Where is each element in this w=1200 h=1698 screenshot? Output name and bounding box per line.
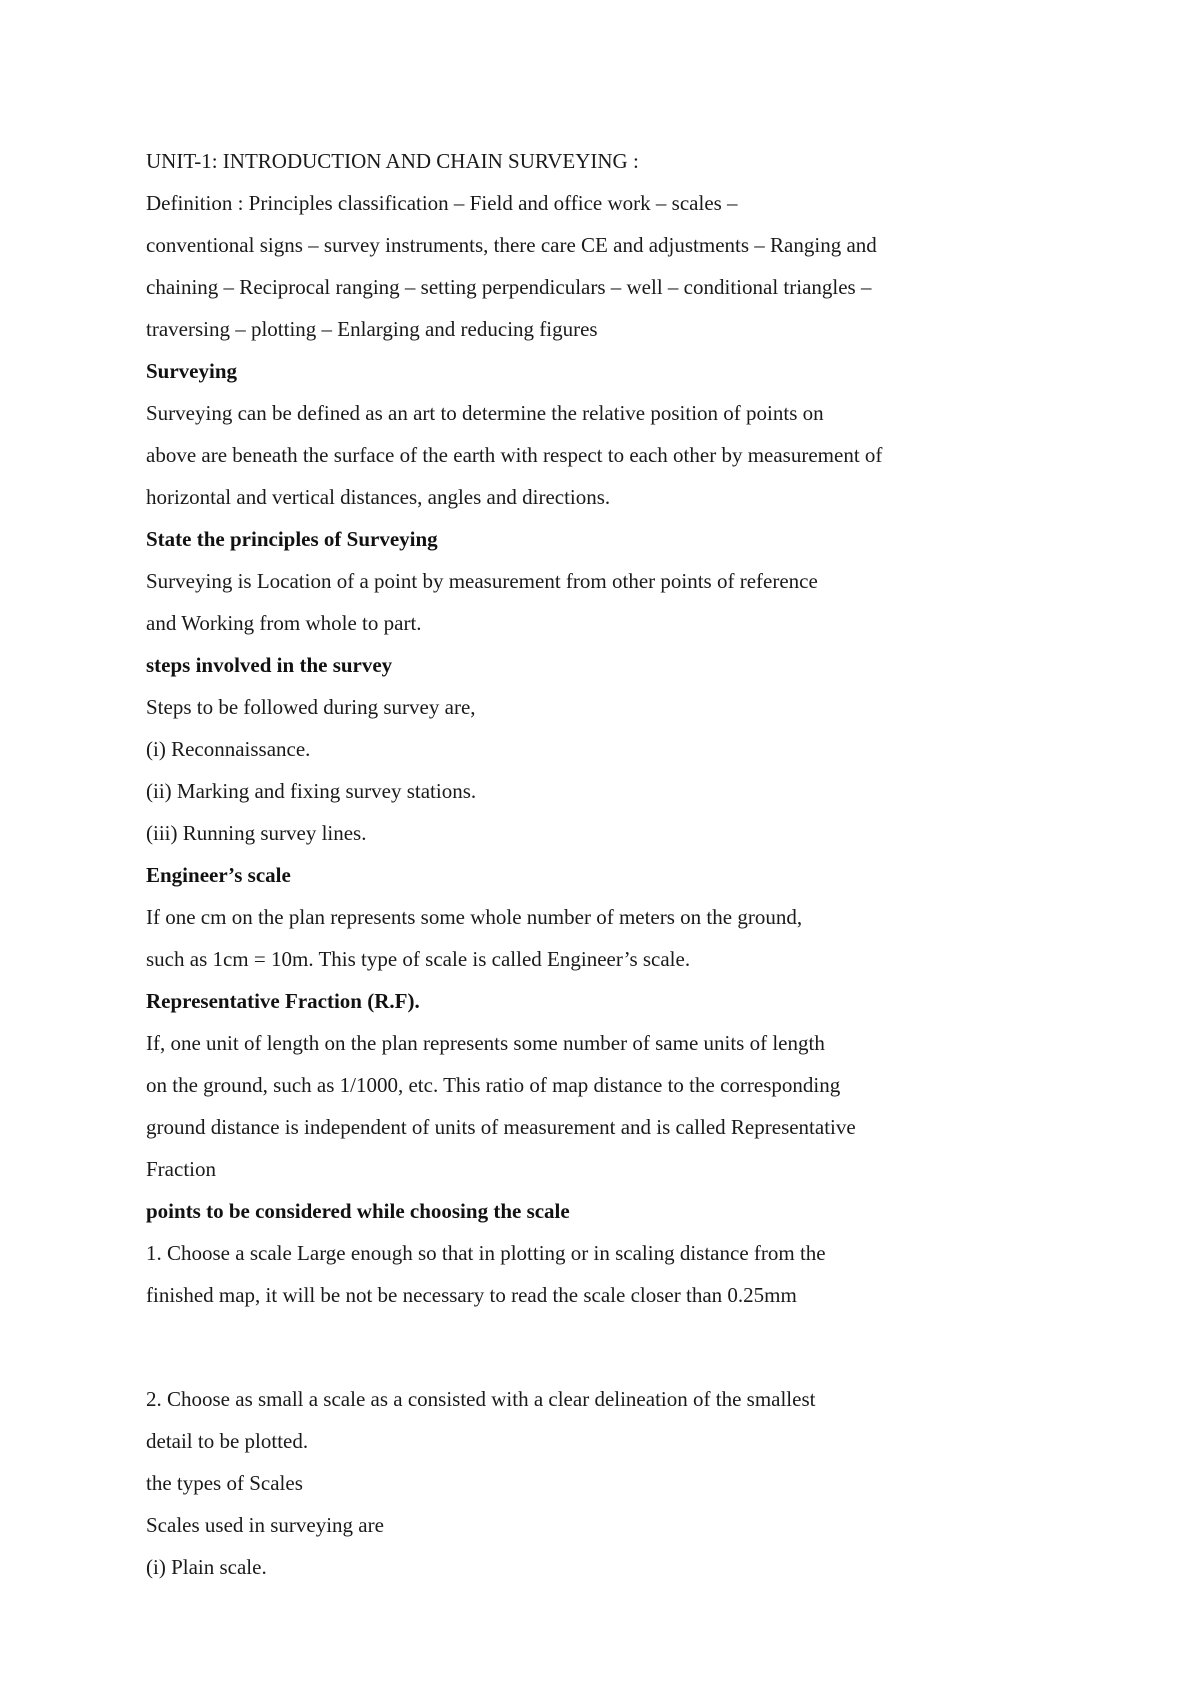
section-heading: Surveying xyxy=(146,359,238,383)
document-body xyxy=(146,145,1046,1593)
text-line: conventional signs – survey instruments, there care CE and adjustments – Ranging and xyxy=(146,233,877,257)
text-line: and Working from whole to part. xyxy=(146,611,422,635)
text-line: Surveying is Location of a point by measurement from other points of reference xyxy=(146,569,818,593)
text-line: the types of Scales xyxy=(146,1471,303,1495)
text-line: above are beneath the surface of the earth with respect to each other by measurement of xyxy=(146,443,883,467)
paragraph-spacer xyxy=(146,1321,1046,1383)
text-line: on the ground, such as 1/1000, etc. This ratio of map distance to the corresponding xyxy=(146,1073,841,1097)
text-line: (ii) Marking and fixing survey stations. xyxy=(146,779,477,803)
text-line: If, one unit of length on the plan represents some number of same units of length xyxy=(146,1031,825,1055)
text-line: chaining – Reciprocal ranging – setting perpendiculars – well – conditional triangles – xyxy=(146,275,872,299)
section-heading: points to be considered while choosing the scale xyxy=(146,1199,570,1223)
text-line: (iii) Running survey lines. xyxy=(146,821,367,845)
text-line: (i) Plain scale. xyxy=(146,1555,267,1579)
text-line: Steps to be followed during survey are, xyxy=(146,695,476,719)
text-line: Scales used in surveying are xyxy=(146,1513,384,1537)
text-line: Surveying can be defined as an art to determine the relative position of points on xyxy=(146,401,824,425)
section-heading: steps involved in the survey xyxy=(146,653,393,677)
text-line: ground distance is independent of units of measurement and is called Representative xyxy=(146,1115,856,1139)
text-line: Definition : Principles classification – Field and office work – scales – xyxy=(146,191,738,215)
text-line: detail to be plotted. xyxy=(146,1429,309,1453)
section-heading: State the principles of Surveying xyxy=(146,527,438,551)
text-line: If one cm on the plan represents some whole number of meters on the ground, xyxy=(146,905,803,929)
text-line: such as 1cm = 10m. This type of scale is called Engineer’s scale. xyxy=(146,947,691,971)
text-line: UNIT-1: INTRODUCTION AND CHAIN SURVEYING : xyxy=(146,149,639,173)
text-line: finished map, it will be not be necessary to read the scale closer than 0.25mm xyxy=(146,1283,797,1307)
text-line: traversing – plotting – Enlarging and reducing figures xyxy=(146,317,598,341)
text-line: (i) Reconnaissance. xyxy=(146,737,311,761)
text-line: 2. Choose as small a scale as a consisted with a clear delineation of the smallest xyxy=(146,1387,816,1411)
section-heading: Engineer’s scale xyxy=(146,863,291,887)
text-line: horizontal and vertical distances, angles and directions. xyxy=(146,485,611,509)
text-line: Fraction xyxy=(146,1157,216,1181)
text-line: 1. Choose a scale Large enough so that in plotting or in scaling distance from the xyxy=(146,1241,826,1265)
section-heading: Representative Fraction (R.F). xyxy=(146,989,420,1013)
